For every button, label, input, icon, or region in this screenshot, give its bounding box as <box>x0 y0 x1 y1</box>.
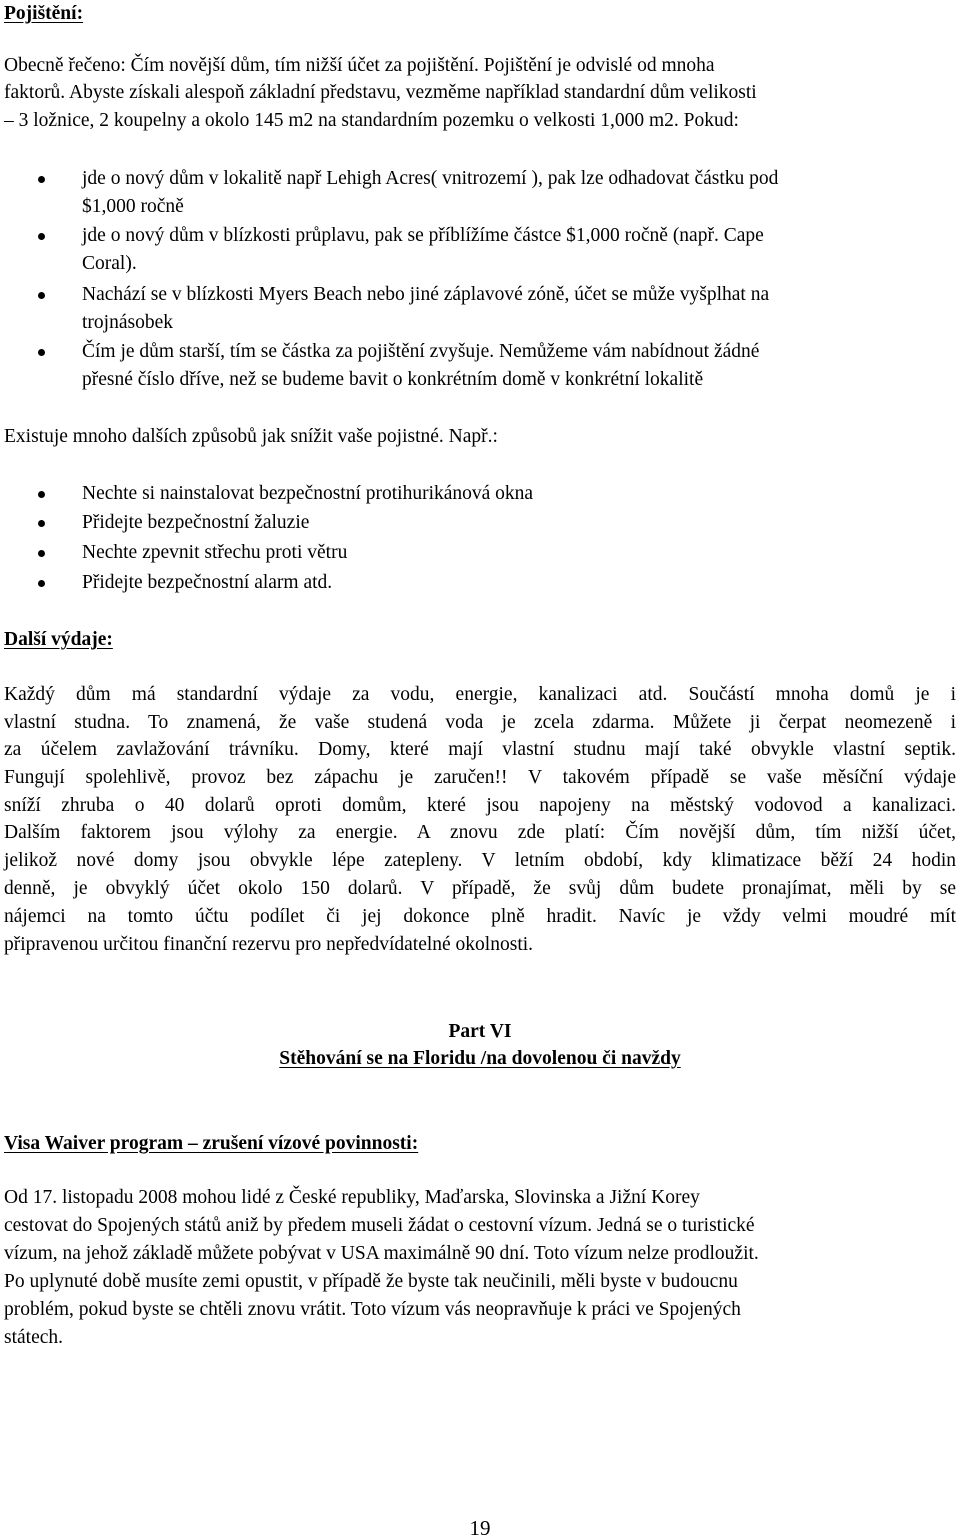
expenses-line-9: nájemci na tomto účtu podílet či jej dokonce plně hradit. Navíc je vždy velmi moudré mít <box>4 906 956 927</box>
expenses-line-1: Každý dům má standardní výdaje za vodu, energie, kanalizaci atd. Součástí mnoha domů je i <box>4 684 956 705</box>
bullet-dot <box>38 233 45 240</box>
expenses-line-6: Dalším faktorem jsou výlohy za energie. A znovu zde platí: Čím novější dům, tím nižší účet, <box>4 822 956 843</box>
insurance-intro-line-2: faktorů. Abyste získali alespoň základní představu, vezměme například standardní dům velikosti <box>4 82 757 103</box>
expenses-heading: Další výdaje: <box>4 629 113 650</box>
visa-line-4: Po uplynuté době musíte zemi opustit, v případě že byste tak neučinili, měli byste v budoucnu <box>4 1271 738 1292</box>
visa-heading: Visa Waiver program – zrušení vízové povinnosti: <box>4 1133 419 1154</box>
insurance-intro-line-3: – 3 ložnice, 2 koupelny a okolo 145 m2 na standardním pozemku o velkosti 1,000 m2. Pokud: <box>4 110 739 131</box>
expenses-line-2: vlastní studna. To znamená, že vaše studená voda je zcela zdarma. Můžete ji čerpat neomezeně i <box>4 712 956 733</box>
insurance-heading: Pojištění: <box>4 3 84 24</box>
bullet-dot <box>38 292 45 299</box>
expenses-line-4: Fungují spolehlivě, provoz bez zápachu je zaručen!! V takovém případě se vaše měsíční výdaje <box>4 767 956 788</box>
visa-line-6: státech. <box>4 1327 64 1348</box>
bullet-dot <box>38 520 45 527</box>
expenses-line-10: připravenou určitou finanční rezervu pro nepředvídatelné okolnosti. <box>4 934 534 955</box>
insurance-more-ways: Existuje mnoho dalších způsobů jak snížit vaše pojistné. Např.: <box>4 426 498 447</box>
visa-line-3: vízum, na jehož základě můžete pobývat v USA maximálně 90 dní. Toto vízum nelze prodloužit. <box>4 1243 759 1264</box>
insurance-intro-line-1: Obecně řečeno: Čím novější dům, tím nižší účet za pojištění. Pojištění je odvislé od mnoha <box>4 55 715 76</box>
bullet-text-line: Nechte si nainstalovat bezpečnostní protihurikánová okna <box>82 483 534 504</box>
part-subtitle: Stěhování se na Floridu /na dovolenou či navždy <box>279 1048 681 1069</box>
bullet-text-line: $1,000 ročně <box>82 196 184 217</box>
bullet-text-line: trojnásobek <box>82 312 173 333</box>
bullet-text-line: Přidejte bezpečnostní alarm atd. <box>82 572 333 593</box>
bullet-text-line: jde o nový dům v lokalitě např Lehigh Acres( vnitrozemí ), pak lze odhadovat částku pod <box>82 168 779 189</box>
bullet-text-line: Přidejte bezpečnostní žaluzie <box>82 512 310 533</box>
bullet-text-line: přesné číslo dříve, než se budeme bavit o konkrétním domě v konkrétní lokalitě <box>82 369 704 390</box>
part-subtitle-wrap <box>0 1047 960 1071</box>
bullet-text-line: Nachází se v blízkosti Myers Beach nebo jiné záplavové zóně, účet se může vyšplhat na <box>82 284 770 305</box>
bullet-text-line: Nechte zpevnit střechu proti větru <box>82 542 348 563</box>
bullet-dot <box>38 349 45 356</box>
bullet-text-line: jde o nový dům v blízkosti průplavu, pak se příblížíme částce $1,000 ročně (např. Cape <box>82 225 764 246</box>
part-title: Part VI <box>448 1021 512 1042</box>
bullet-dot <box>38 491 45 498</box>
page-number: 19 <box>469 1516 491 1540</box>
expenses-line-8: denně, je obvyklý účet okolo 150 dolarů. V případě, že svůj dům budete pronajímat, měli by se <box>4 878 956 899</box>
visa-line-2: cestovat do Spojených států aniž by předem museli žádat o cestovní vízum. Jedná se o turistické <box>4 1215 755 1236</box>
expenses-line-3: za účelem zavlažování trávníku. Domy, které mají vlastní studnu mají také obvykle vlastní septik. <box>4 739 956 760</box>
expenses-line-5: sníží zhruba o 40 dolarů oproti domům, které jsou napojeny na městský vodovod a kanalizaci. <box>4 795 956 816</box>
bullet-text-line: Čím je dům starší, tím se částka za pojištění zvyšuje. Nemůžeme vám nabídnout žádné <box>82 341 760 362</box>
bullet-text-line: Coral). <box>82 253 137 274</box>
bullet-dot <box>38 550 45 557</box>
bullet-dot <box>38 580 45 587</box>
visa-line-5: problém, pokud byste se chtěli znovu vrátit. Toto vízum vás neopravňuje k práci ve Spojených <box>4 1299 741 1320</box>
visa-line-1: Od 17. listopadu 2008 mohou lidé z České republiky, Maďarska, Slovinska a Jižní Korey <box>4 1187 700 1208</box>
bullet-dot <box>38 176 45 183</box>
expenses-line-7: jelikož nové domy jsou obvykle lépe zatepleny. V letním období, kdy klimatizace běží 24 hodin <box>4 850 956 871</box>
